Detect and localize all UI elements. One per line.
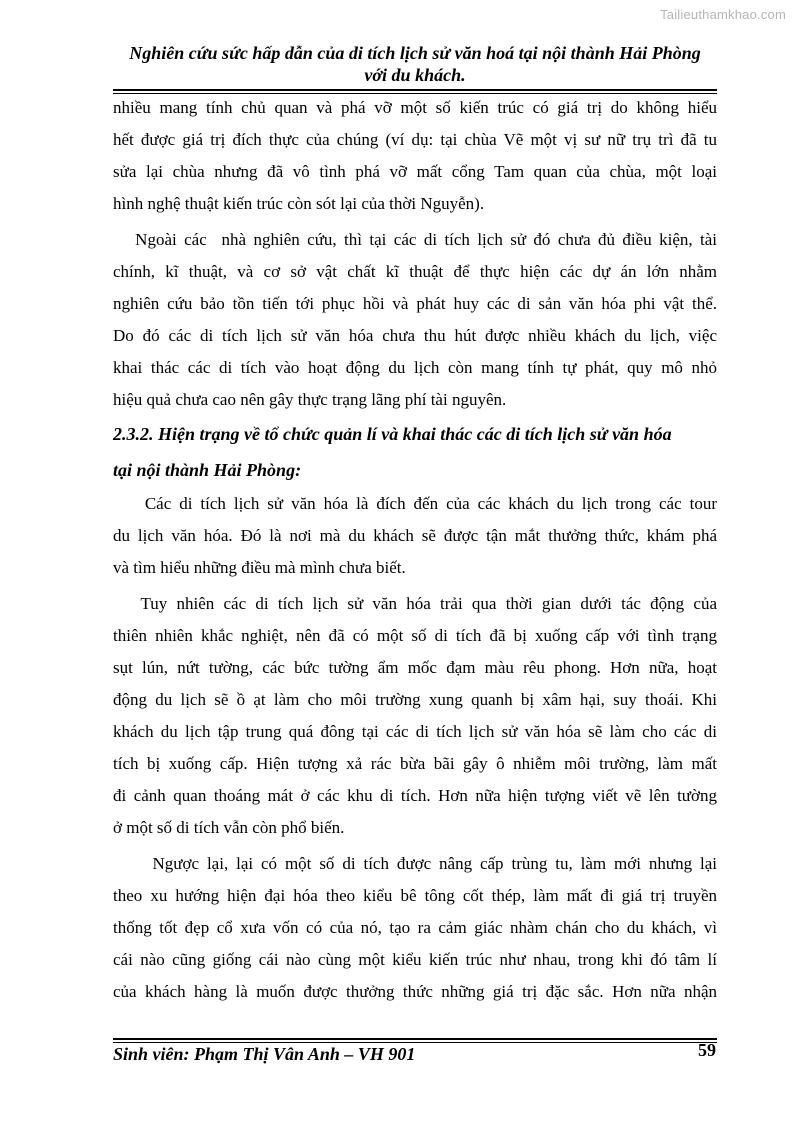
text-line: nhiều mang tính chủ quan và phá vỡ một số kiến trúc có giá trị do không hiểu xyxy=(113,98,717,117)
page-number: 59 xyxy=(698,1040,716,1060)
text-line: hết được giá trị đích thực của chúng (ví dụ: tại chùa Vẽ một vị sư nữ trụ trì đã tu xyxy=(113,130,717,149)
text-line: sụt lún, nứt tường, các bức tường ẩm mốc đạm màu rêu phong. Hơn nữa, hoạt xyxy=(113,658,717,677)
text-line: thống tốt đẹp cổ xưa vốn có của nó, tạo ra cảm giác nhàm chán cho du khách, vì xyxy=(113,918,717,937)
text-line: ở một số di tích vẫn còn phổ biến. xyxy=(113,818,345,837)
text-line: thiên nhiên khắc nghiệt, nên đã có một số di tích đã bị xuống cấp với tình trạng xyxy=(113,626,717,645)
section-heading-line-2: tại nội thành Hải Phòng: xyxy=(113,460,302,480)
text-line: Tuy nhiên các di tích lịch sử văn hóa trải qua thời gian dưới tác động của xyxy=(113,594,717,613)
paragraph xyxy=(113,92,717,220)
text-line: Do đó các di tích lịch sử văn hóa chưa thu hút được nhiều khách du lịch, việc xyxy=(113,326,717,345)
text-line: tích bị xuống cấp. Hiện tượng xả rác bừa bãi gây ô nhiễm môi trường, làm mất xyxy=(113,754,717,773)
text-line: hiệu quả chưa cao nên gây thực trạng lãng phí tài nguyên. xyxy=(113,390,507,409)
text-line: du lịch văn hóa. Đó là nơi mà du khách sẽ được tận mắt thưởng thức, khám phá xyxy=(113,526,717,545)
section-heading xyxy=(113,416,717,488)
text-line: cái nào cũng giống cái nào cùng một kiểu kiến trúc như nhau, trong khi đó tâm lí xyxy=(113,950,717,969)
footer-rule xyxy=(113,1038,717,1040)
paragraph xyxy=(113,488,717,584)
paragraph xyxy=(113,224,717,416)
paragraph xyxy=(113,848,717,1008)
text-line: động du lịch sẽ ồ ạt làm cho môi trường xung quanh bị xâm hại, suy thoái. Khi xyxy=(113,690,717,709)
watermark: Tailieuthamkhao.com xyxy=(660,7,786,22)
text-line: đi cảnh quan thoáng mát ở các khu di tích. Hơn nữa hiện tượng viết vẽ lên tường xyxy=(113,786,717,805)
header-rule xyxy=(113,89,717,91)
footer-rule-thin xyxy=(113,1042,717,1043)
text-line: theo xu hướng hiện đại hóa theo kiểu bê tông cốt thép, làm mất đi giá trị truyền xyxy=(113,886,717,905)
page-header xyxy=(113,42,717,86)
text-line: nghiên cứu bảo tồn tiến tới phục hồi và phát huy các di sản văn hóa phi vật thể. xyxy=(113,294,717,313)
section-heading-line-1: 2.3.2. Hiện trạng về tổ chức quản lí và khai thác các di tích lịch sử văn hóa xyxy=(113,424,672,444)
text-line: chính, kĩ thuật, và cơ sở vật chất kĩ thuật để thực hiện các dự án lớn nhằm xyxy=(113,262,717,281)
header-title-line-2: với du khách. xyxy=(364,65,466,85)
text-line: khai thác các di tích vào hoạt động du lịch còn mang tính tự phát, quy mô nhỏ xyxy=(113,358,717,377)
text-line: Các di tích lịch sử văn hóa là đích đến của các khách du lịch trong các tour xyxy=(113,494,717,513)
header-title-line-1: Nghiên cứu sức hấp dẫn của di tích lịch sử văn hoá tại nội thành Hải Phòng xyxy=(129,43,701,63)
text-line: và tìm hiểu những điều mà mình chưa biết. xyxy=(113,558,406,577)
body-content xyxy=(113,92,717,1008)
footer-student: Sinh viên: Phạm Thị Vân Anh – VH 901 xyxy=(113,1044,416,1064)
paragraph xyxy=(113,588,717,844)
text-line: hình nghệ thuật kiến trúc còn sót lại của thời Nguyễn). xyxy=(113,194,485,213)
text-line: khách du lịch tập trung quá đông tại các di tích lịch sử văn hóa sẽ làm cho các di xyxy=(113,722,717,741)
text-line: sửa lại chùa nhưng đã vô tình phá vỡ mất cổng Tam quan của chùa, một loại xyxy=(113,162,717,181)
text-line: Ngoài các nhà nghiên cứu, thì tại các di tích lịch sử đó chưa đủ điều kiện, tài xyxy=(113,230,717,249)
text-line: Ngược lại, lại có một số di tích được nâng cấp trùng tu, làm mới nhưng lại xyxy=(113,854,717,873)
text-line: của khách hàng là muốn được thưởng thức những giá trị đặc sắc. Hơn nữa nhận xyxy=(113,982,717,1001)
